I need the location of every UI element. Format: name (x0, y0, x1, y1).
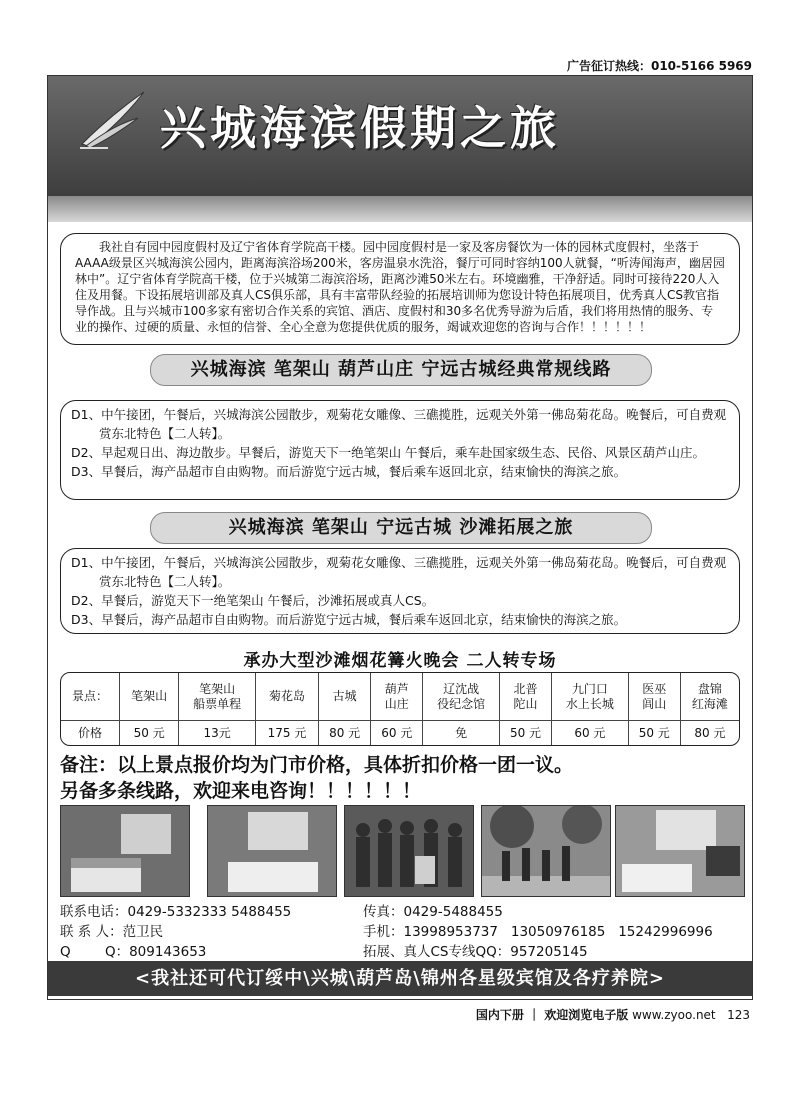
note-line-1: 备注：以上景点报价均为门市价格，具体折扣价格一团一议。 (60, 754, 574, 776)
contact-fax: 传真：0429-5488455 (363, 904, 503, 920)
price-value: 50 元 (499, 721, 551, 745)
route2-itinerary (60, 548, 740, 634)
intro-box (60, 233, 740, 345)
photo-cs-team (344, 805, 474, 897)
photo-hotel-room-2 (207, 805, 337, 897)
spot-name: 古城 (319, 673, 371, 721)
contact-person: 联 系 人：范卫民 (60, 924, 164, 940)
spot-name: 笔架山 (120, 673, 179, 721)
price-value: 50 元 (628, 721, 680, 745)
hotel-booking-banner: <我社还可代订绥中\兴城\葫芦岛\锦州各星级宾馆及各疗养院> (48, 961, 752, 996)
spot-name: 葫芦 山庄 (371, 673, 423, 721)
route1-day2: D2、早起观日出、海边散步。早餐后，游览天下一绝笔架山 午餐后，乘车赴国家级生态、民俗、风景区葫芦山庄。 (71, 445, 706, 460)
page-footer (476, 1006, 750, 1023)
intro-text: 我社自有园中园度假村及辽宁省体育学院高干楼。园中园度假村是一家及客房餐饮为一体的园林式度假村，坐落于AAAA级景区兴城海滨公园内，距离海滨浴场200米，客房温泉水洗浴，餐厅可同时容纳100人就餐，“听涛闻海声，幽居园林中”。辽宁省体育学院高干楼，位于兴城第二海滨浴场，距离沙滩50米左右。环境幽雅，干净舒适。同时可接待220人入住及用餐。下设拓展培训部及真人CS俱乐部，具有丰富带队经验的拓展培训师为您设计特色拓展项目，优秀真人CS教官指导作战。且与兴城市100多家有密切合作关系的宾馆、酒店、度假村和30多名优秀导游为后盾，我们将用热情的服务、专业的操作、过硬的质量、永恒的信誉、全心全意为您提供优质的服务，竭诚欢迎您的咨询与合作！！！！！！ (75, 240, 725, 334)
spot-name: 盘锦 红海滩 (680, 673, 739, 721)
footer-label: 国内下册 ｜ 欢迎浏览电子版 (475, 1008, 629, 1022)
price-value: 175 元 (255, 721, 318, 745)
price-value: 13元 (179, 721, 256, 745)
spot-name: 医巫 闾山 (628, 673, 680, 721)
route2-day3: D3、早餐后，海产品超市自由购物。而后游览宁远古城，餐后乘车返回北京，结束愉快的海滨之旅。 (71, 612, 627, 627)
route1-day3: D3、早餐后，海产品超市自由购物。而后游览宁远古城，餐后乘车返回北京，结束愉快的海滨之旅。 (71, 464, 627, 479)
price-value: 免 (423, 721, 500, 745)
page-title: 兴城海滨假期之旅 (160, 101, 560, 155)
photo-outdoor-training (481, 805, 611, 897)
note-line-2: 另备多条线路，欢迎来电咨询！！！！！！ (60, 780, 422, 802)
photo-hotel-room-1 (60, 805, 190, 897)
spot-name: 九门口 水上长城 (552, 673, 629, 721)
banner-band (48, 196, 752, 222)
spot-name: 北普 陀山 (499, 673, 551, 721)
footer-site-link[interactable]: www.zyoo.net (632, 1008, 716, 1022)
spot-name: 辽沈战 役纪念馆 (423, 673, 500, 721)
route2-day2: D2、早餐后，游览天下一绝笔架山 午餐后，沙滩拓展或真人CS。 (71, 593, 435, 608)
route1-title: 兴城海滨 笔架山 葫芦山庄 宁远古城经典常规线路 (150, 354, 652, 386)
contact-qq: Q Q：809143653 (60, 944, 207, 960)
contact-phone: 联系电话：0429-5332333 5488455 (60, 904, 292, 920)
photo-hotel-room-3 (615, 805, 745, 897)
spot-row-label: 景点： (61, 673, 120, 721)
price-value: 50 元 (120, 721, 179, 745)
note-block (60, 752, 760, 804)
leaf-logo-icon (78, 88, 150, 150)
route2-day1: D1、中午接团，午餐后，兴城海滨公园散步，观菊花女雕像、三礁揽胜，远观关外第一佛岛菊花岛。晚餐后，可自费观赏东北特色【二人转】。 (71, 555, 727, 589)
price-value: 60 元 (371, 721, 423, 745)
photo-strip (60, 805, 740, 897)
contact-mobile: 手机：13998953737 13050976185 15242996996 (363, 924, 713, 940)
price-table (60, 672, 740, 746)
price-row (61, 721, 739, 745)
page-number: 123 (727, 1008, 750, 1022)
spot-row (61, 673, 739, 721)
price-value: 80 元 (319, 721, 371, 745)
contact-cs-qq: 拓展、真人CS专线QQ：957205145 (363, 944, 588, 960)
route2-title: 兴城海滨 笔架山 宁远古城 沙滩拓展之旅 (150, 512, 652, 544)
price-value: 60 元 (552, 721, 629, 745)
price-value: 80 元 (680, 721, 739, 745)
spot-name: 菊花岛 (255, 673, 318, 721)
spot-name: 笔架山 船票单程 (179, 673, 256, 721)
ad-hotline: 广告征订热线：010-5166 5969 (566, 59, 752, 73)
route1-itinerary (60, 400, 740, 500)
bonfire-headline: 承办大型沙滩烟花篝火晚会 二人转专场 (243, 651, 557, 671)
route1-day1: D1、中午接团，午餐后，兴城海滨公园散步，观菊花女雕像、三礁揽胜，远观关外第一佛岛菊花岛。晚餐后，可自费观赏东北特色【二人转】。 (71, 407, 727, 441)
price-row-label: 价格 (61, 721, 120, 745)
